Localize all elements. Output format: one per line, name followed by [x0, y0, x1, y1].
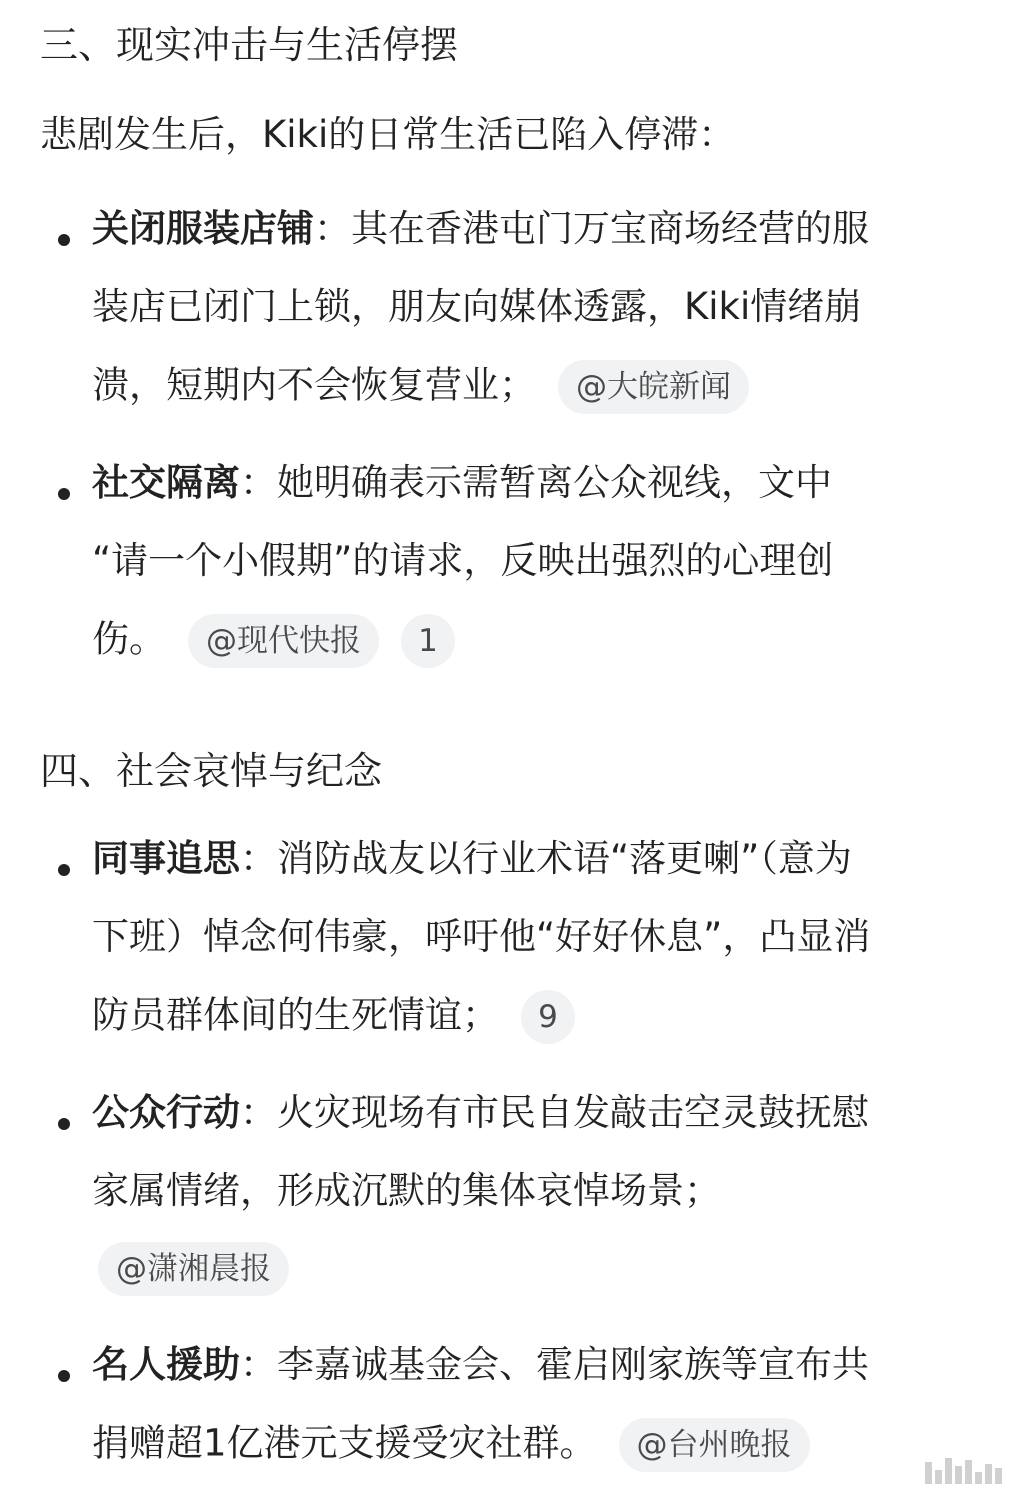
list-item-line: [92, 458, 832, 508]
source-chip[interactable]: @大皖新闻: [558, 360, 749, 414]
list-item-line: 装店已闭门上锁，朋友向媒体透露，Kiki情绪崩: [92, 285, 862, 328]
bullet-dot: [58, 234, 70, 246]
list-item-text: 溃，短期内不会恢复营业；: [92, 363, 536, 407]
list-item-title: 公众行动: [92, 1091, 240, 1134]
list-item-line: [92, 1088, 869, 1138]
chip-row: [98, 1242, 289, 1296]
list-item-line: [92, 204, 869, 254]
source-chip[interactable]: @现代快报: [188, 614, 379, 668]
citation-count-chip[interactable]: 9: [521, 990, 575, 1044]
list-item-line: 下班）悼念何伟豪，呼吁他“好好休息”，凸显消: [92, 915, 871, 958]
list-item-title: 同事追思: [92, 837, 240, 880]
citation-count-chip[interactable]: 1: [401, 614, 455, 668]
list-item-title: 名人援助: [92, 1343, 240, 1386]
list-item-text: ：李嘉诚基金会、霍启刚家族等宣布共: [240, 1343, 869, 1386]
list-item-line: 家属情绪，形成沉默的集体哀悼场景；: [92, 1169, 721, 1212]
list-item-text: ：其在香港屯门万宝商场经营的服: [314, 207, 869, 250]
list-item-line: [92, 990, 575, 1044]
list-item-text: 捐赠超1亿港元支援受灾社群。: [92, 1421, 597, 1465]
section-heading-4: 四、社会哀悼与纪念: [40, 749, 383, 793]
section-heading-3: 三、现实冲击与生活停摆: [40, 23, 459, 67]
list-item-text: ：消防战友以行业术语“落更喇”（意为: [240, 837, 852, 880]
list-item-title: 关闭服装店铺: [92, 207, 314, 250]
list-item-text: ：火灾现场有市民自发敲击空灵鼓抚慰: [240, 1091, 869, 1134]
list-item-title: 社交隔离: [92, 461, 240, 504]
list-item-line: [92, 1340, 869, 1390]
bullet-dot: [58, 488, 70, 500]
list-item-line: [92, 1418, 810, 1472]
bullet-dot: [58, 864, 70, 876]
list-item-line: “请一个小假期”的请求，反映出强烈的心理创: [92, 539, 834, 582]
list-item-text: ：她明确表示需暂离公众视线，文中: [240, 461, 832, 504]
list-item-text: 伤。: [92, 617, 166, 661]
list-item-line: [92, 834, 852, 884]
source-chip[interactable]: @潇湘晨报: [98, 1242, 289, 1296]
list-item-line: [92, 614, 455, 668]
bullet-dot: [58, 1370, 70, 1382]
source-chip[interactable]: @台州晚报: [619, 1418, 810, 1472]
section-intro: 悲剧发生后，Kiki的日常生活已陷入停滞：: [40, 113, 736, 156]
list-item-text: 防员群体间的生死情谊；: [92, 993, 499, 1037]
bullet-dot: [58, 1118, 70, 1130]
watermark-logo: [925, 1458, 1002, 1484]
list-item-line: [92, 360, 749, 414]
